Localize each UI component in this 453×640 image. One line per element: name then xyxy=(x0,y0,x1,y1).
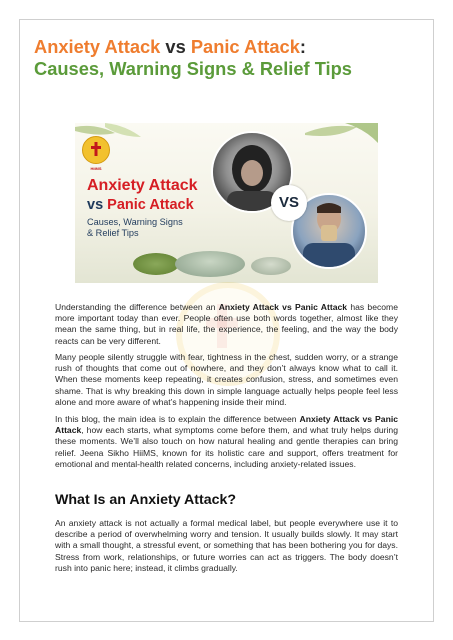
title-anxiety-attack: Anxiety Attack xyxy=(34,36,161,57)
banner-subtitle-line1: Causes, Warning Signs xyxy=(87,217,183,227)
medical-cross-icon xyxy=(91,142,101,156)
banner-subtitle-line2: & Relief Tips xyxy=(87,228,139,238)
banner-vs-word: vs xyxy=(87,197,108,213)
paragraph-anxiety-definition: An anxiety attack is not actually a formal medical label, but people everywhere use it to describe a period of overwhelming worry and tension. It usually builds slowly. It may start with a small thought, a stressful event, or something that has been bothering you for days. Stress from work, relationships, or future worries can act as triggers. The body doesn’t rush into panic here; instead, it climbs gradually. xyxy=(55,518,398,573)
logo-text: HiiMS xyxy=(90,166,102,171)
title-panic-attack: Panic Attack xyxy=(190,36,300,57)
banner-subtitle xyxy=(87,217,183,239)
small-bowl-decoration xyxy=(251,257,291,275)
title-vs: vs xyxy=(160,36,191,57)
p3-text-a: In this blog, the main idea is to explain the difference between xyxy=(55,414,300,424)
p1-text-a: Understanding the difference between an xyxy=(55,302,219,312)
herbs-decoration xyxy=(133,253,179,275)
p3-text-c: , how each starts, what symptoms come before them, and what truly helps during these moments. We’ll also touch on how natural healing and gentle therapies can bring relief. Jeena Sikho HiiMS, known for its holistic care and support, offers treatment for emotional and mental-health related concerns, including anxiety-related issues. xyxy=(55,425,398,469)
page-title xyxy=(34,36,424,80)
p3-keyword: Anxiety Attack vs Panic Attack xyxy=(55,414,398,436)
bowl-decoration xyxy=(175,251,245,277)
hiims-logo xyxy=(82,136,110,164)
paragraph-intro xyxy=(55,302,398,347)
p1-keyword: Anxiety Attack vs Panic Attack xyxy=(218,302,348,312)
paragraph-blog-idea xyxy=(55,414,398,470)
banner-heading-panic xyxy=(87,196,194,214)
title-colon: : xyxy=(299,36,306,57)
paragraph-struggle: Many people silently struggle with fear, tightness in the chest, sudden worry, or a strange rush of thoughts that come out of nowhere, and they don’t always know what to call it. When these moments keep repeating, it creates confusion, stress, and sometimes even shame. That is why breaking this down in simple language actually helps people feel less alone and more aware of what’s happening inside their mind. xyxy=(55,352,398,407)
p1-text-c: has become more important today than ever. People often use both words together, almost like they mean the same thing, but in real life, the experience, the feeling, and the way the body reacts can be very different. xyxy=(55,302,398,346)
vs-badge: VS xyxy=(271,185,307,221)
section-heading: What Is an Anxiety Attack? xyxy=(55,492,237,508)
title-subtitle: Causes, Warning Signs & Relief Tips xyxy=(34,58,352,79)
banner-panic-word: Panic Attack xyxy=(107,197,194,213)
banner-heading-anxiety: Anxiety Attack xyxy=(87,177,198,194)
hero-banner-image xyxy=(75,123,378,283)
